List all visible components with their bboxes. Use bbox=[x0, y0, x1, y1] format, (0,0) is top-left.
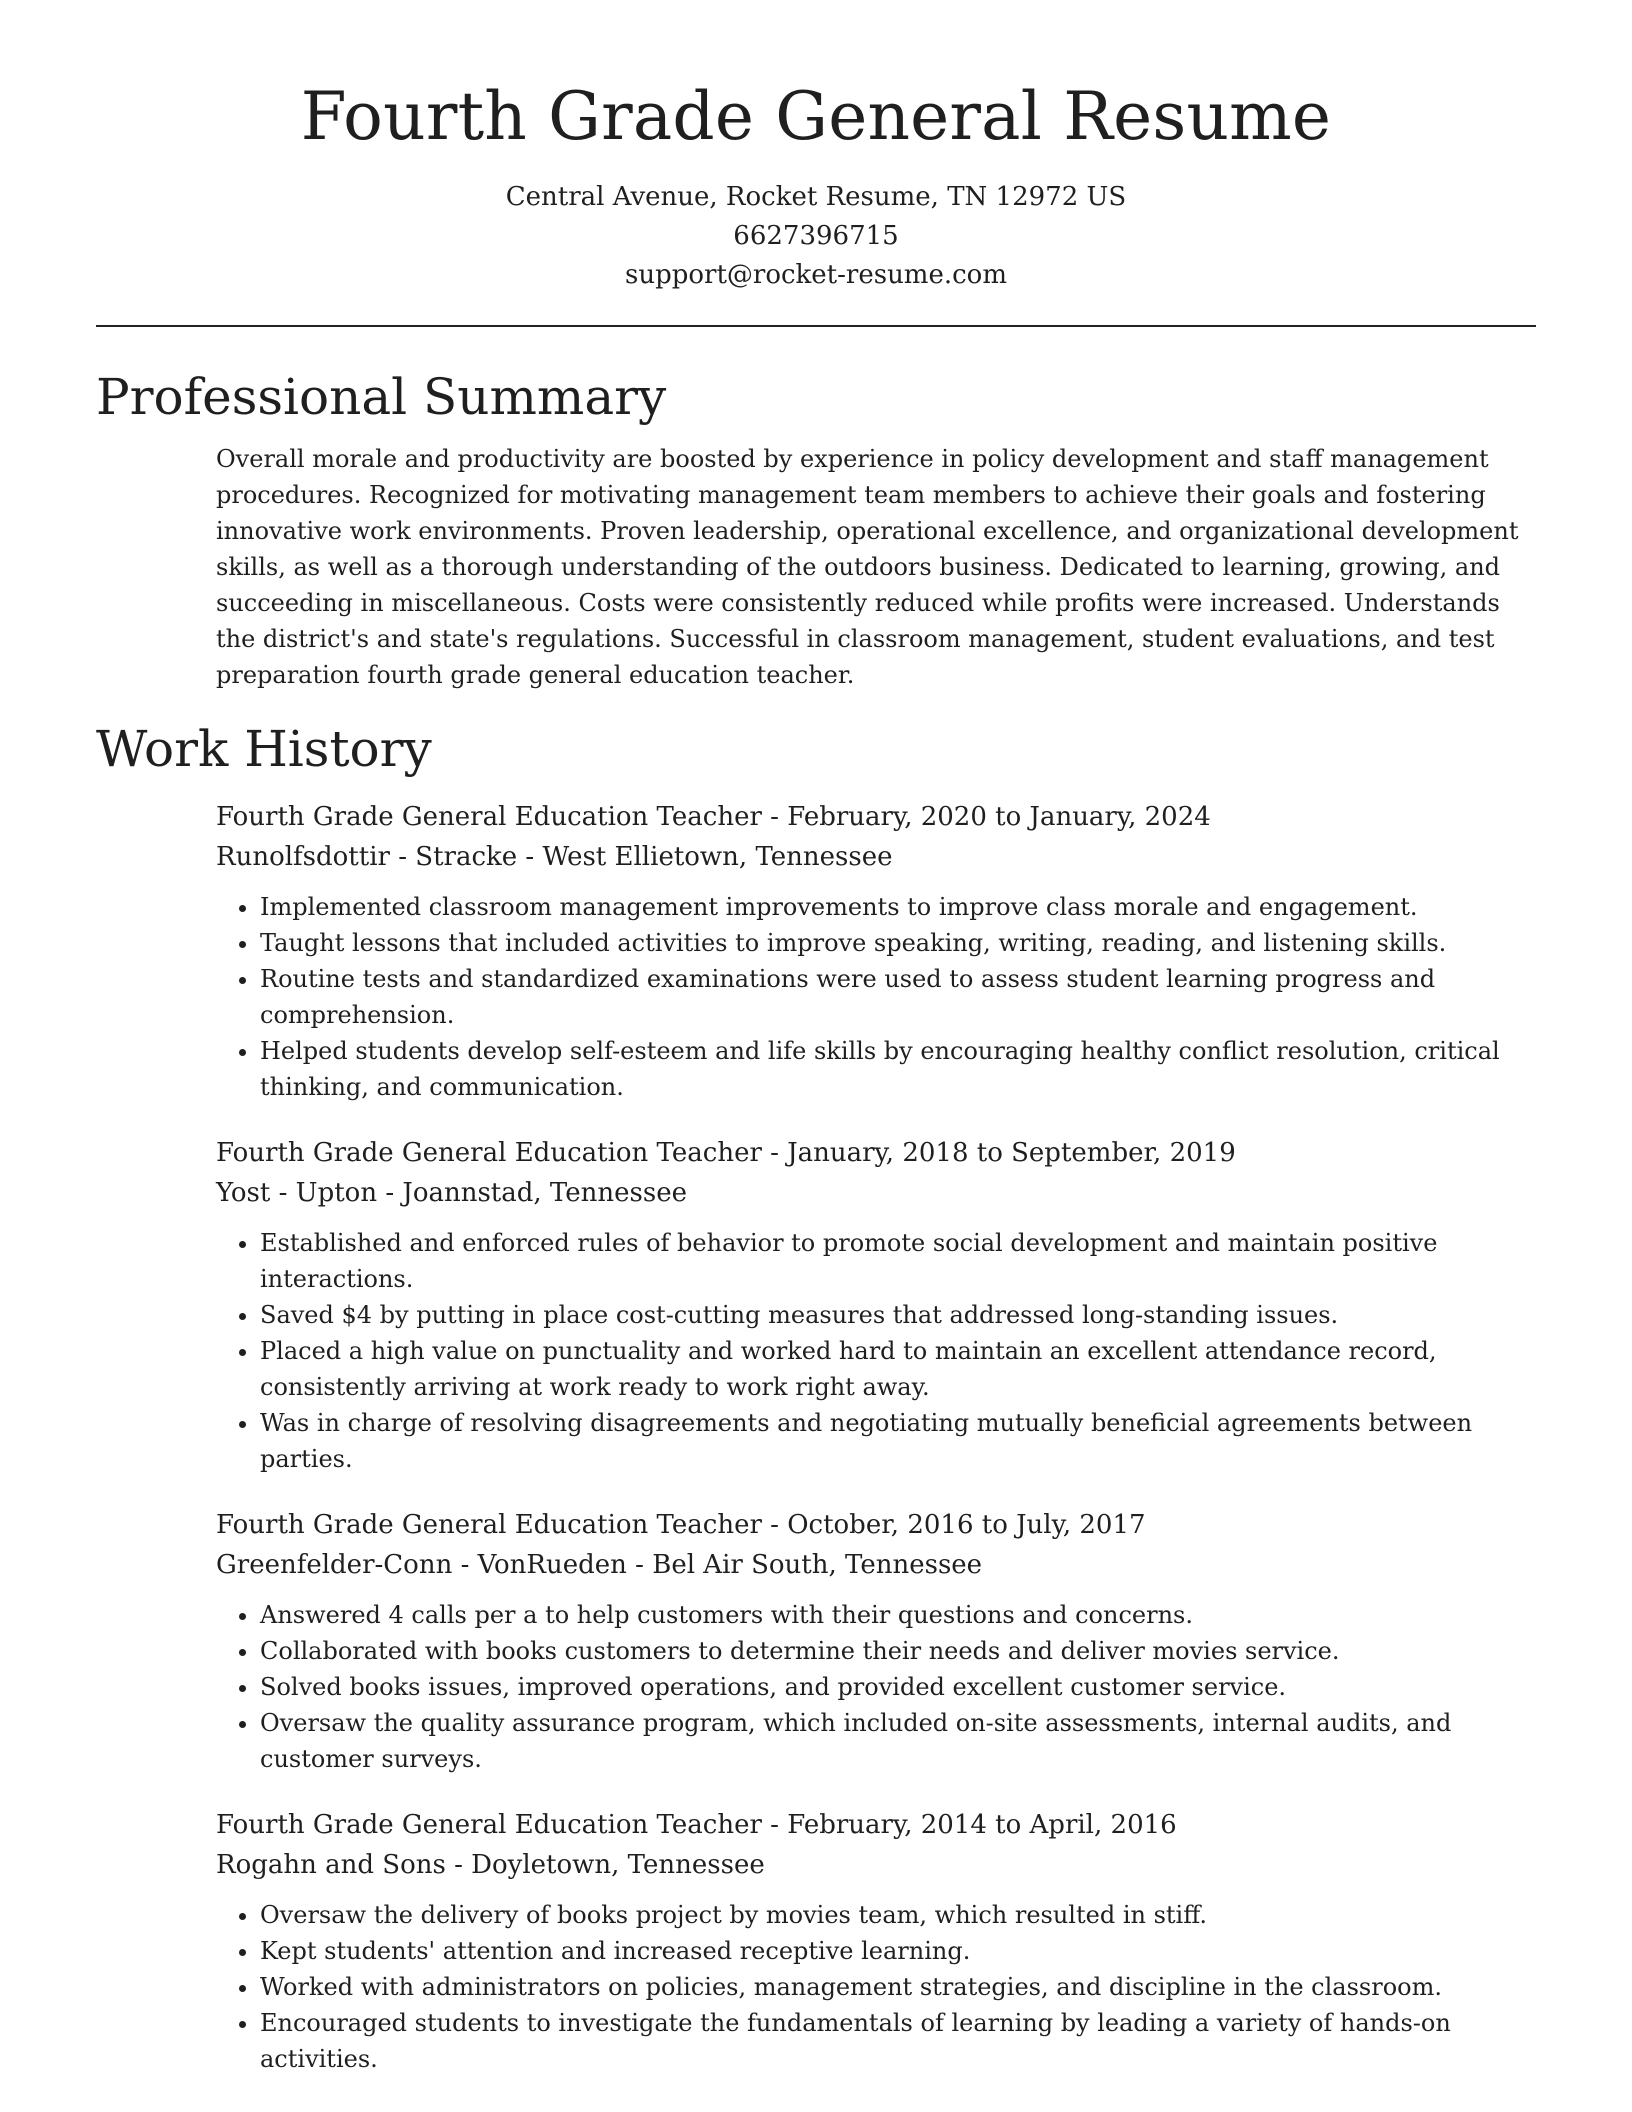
job-company: Greenfelder-Conn - VonRueden bbox=[216, 1550, 627, 1580]
job-company: Runolfsdottir - Stracke bbox=[216, 842, 518, 872]
job-bullet: • Established and enforced rules of behavior to promote social development and maintain positive interactions. bbox=[260, 1225, 1536, 1297]
job-bullet: • Oversaw the delivery of books project by movies team, which resulted in stiff. bbox=[260, 1897, 1536, 1933]
job-title: Fourth Grade General Education Teacher bbox=[216, 1138, 762, 1168]
job-entry bbox=[216, 797, 1536, 1105]
job-bullet: • Implemented classroom management improvements to improve class morale and engagement. bbox=[260, 889, 1536, 925]
work-history-heading: Work History bbox=[96, 720, 432, 778]
job-entry bbox=[216, 1133, 1536, 1477]
contact-email: support@rocket-resume.com bbox=[624, 260, 1007, 290]
job-title-line bbox=[216, 1505, 1536, 1545]
job-company-line bbox=[216, 1845, 1536, 1885]
job-location: - West Ellietown, Tennessee bbox=[517, 842, 893, 872]
job-dates: - October, 2016 to July, 2017 bbox=[761, 1510, 1146, 1540]
contact-address: Central Avenue, Rocket Resume, TN 12972 US bbox=[505, 182, 1127, 212]
job-title: Fourth Grade General Education Teacher bbox=[216, 802, 762, 832]
job-bullet: • Encouraged students to investigate the fundamentals of learning by leading a variety of hands-on activities. bbox=[260, 2005, 1536, 2077]
summary-heading: Professional Summary bbox=[96, 368, 667, 426]
job-bullets bbox=[216, 1597, 1536, 1777]
job-location: - Bel Air South, Tennessee bbox=[626, 1550, 983, 1580]
summary-text: Overall morale and productivity are boosted by experience in policy development and staff management procedures. Recognized for motivating management team members to achieve their goals and fostering innovative work environments. Proven leadership, operational excellence, and organizational development skills, as well as a thorough understanding of the outdoors business. Dedicated to learning, growing, and succeeding in miscellaneous. Costs were consistently reduced while profits were increased. Understands the district's and state's regulations. Successful in classroom management, student evaluations, and test preparation fourth grade general education teacher. bbox=[216, 445, 1519, 689]
job-company: Rogahn and Sons bbox=[216, 1850, 446, 1880]
contact-phone: 6627396715 bbox=[733, 221, 899, 251]
job-bullet: • Answered 4 calls per a to help customers with their questions and concerns. bbox=[260, 1597, 1536, 1633]
job-bullet: • Routine tests and standardized examinations were used to assess student learning progress and comprehension. bbox=[260, 961, 1536, 1033]
resume-name: Fourth Grade General Resume bbox=[300, 78, 1332, 155]
resume-header bbox=[96, 0, 1536, 295]
job-title: Fourth Grade General Education Teacher bbox=[216, 1810, 762, 1840]
job-company-line bbox=[216, 1173, 1536, 1213]
job-bullets bbox=[216, 1225, 1536, 1477]
job-bullet: • Saved $4 by putting in place cost-cutting measures that addressed long-standing issues. bbox=[260, 1297, 1536, 1333]
job-company: Yost - Upton bbox=[216, 1178, 378, 1208]
job-title-line bbox=[216, 1133, 1536, 1173]
job-bullet: • Solved books issues, improved operations, and provided excellent customer service. bbox=[260, 1669, 1536, 1705]
job-dates: - January, 2018 to September, 2019 bbox=[761, 1138, 1236, 1168]
job-bullets bbox=[216, 889, 1536, 1105]
resume-page bbox=[96, 0, 1536, 2077]
job-bullet: • Placed a high value on punctuality and worked hard to maintain an excellent attendance record, consistently arriving at work ready to work right away. bbox=[260, 1333, 1536, 1405]
job-bullet: • Worked with administrators on policies, management strategies, and discipline in the classroom. bbox=[260, 1969, 1536, 2005]
job-bullet: • Helped students develop self-esteem and life skills by encouraging healthy conflict resolution, critical thinking, and communication. bbox=[260, 1033, 1536, 1105]
job-bullet: • Taught lessons that included activities to improve speaking, writing, reading, and listening skills. bbox=[260, 925, 1536, 961]
job-location: - Joannstad, Tennessee bbox=[377, 1178, 687, 1208]
job-title-line bbox=[216, 797, 1536, 837]
job-company-line bbox=[216, 1545, 1536, 1585]
job-title: Fourth Grade General Education Teacher bbox=[216, 1510, 762, 1540]
header-divider bbox=[96, 325, 1536, 327]
job-location: - Doyletown, Tennessee bbox=[445, 1850, 765, 1880]
contact-block bbox=[96, 178, 1536, 295]
job-entry bbox=[216, 1805, 1536, 2077]
job-bullet: • Kept students' attention and increased receptive learning. bbox=[260, 1933, 1536, 1969]
job-company-line bbox=[216, 837, 1536, 877]
job-bullet: • Was in charge of resolving disagreements and negotiating mutually beneficial agreements between parties. bbox=[260, 1405, 1536, 1477]
job-dates: - February, 2020 to January, 2024 bbox=[761, 802, 1211, 832]
job-bullet: • Oversaw the quality assurance program, which included on-site assessments, internal audits, and customer surveys. bbox=[260, 1705, 1536, 1777]
job-bullets bbox=[216, 1897, 1536, 2077]
job-dates: - February, 2014 to April, 2016 bbox=[761, 1810, 1177, 1840]
job-bullet: • Collaborated with books customers to determine their needs and deliver movies service. bbox=[260, 1633, 1536, 1669]
job-entry bbox=[216, 1505, 1536, 1777]
job-title-line bbox=[216, 1805, 1536, 1845]
